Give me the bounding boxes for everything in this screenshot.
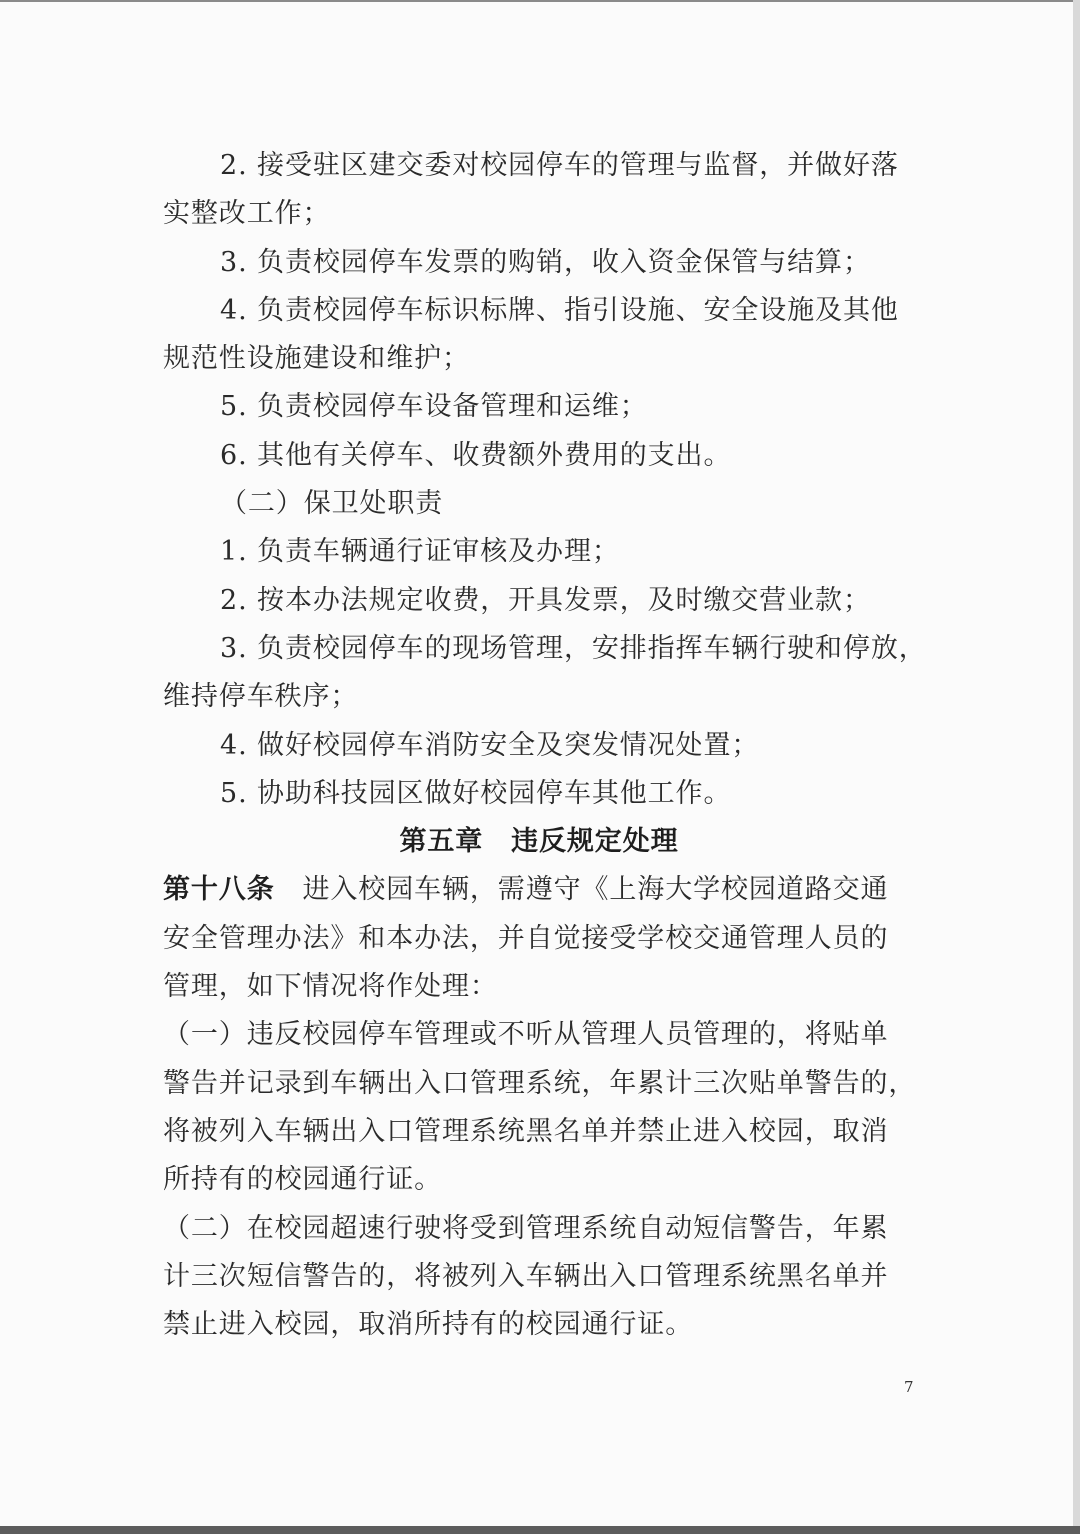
paragraph-line: 将被列入车辆出入口管理系统黑名单并禁止进入校园，取消 [163,1115,889,1147]
paragraph-line: （二）在校园超速行驶将受到管理系统自动短信警告，年累 [163,1212,889,1244]
scan-edge-bottom [0,1526,1080,1534]
paragraph-line: 5. 负责校园停车设备管理和运维； [220,391,648,423]
paragraph-line: 安全管理办法》和本办法，并自觉接受学校交通管理人员的 [163,922,889,954]
paragraph-line: 4. 负责校园停车标识标牌、指引设施、安全设施及其他 [220,294,899,326]
article-label: 第十八条 [163,874,275,906]
paragraph-line: 计三次短信警告的，将被列入车辆出入口管理系统黑名单并 [163,1260,889,1292]
document-body [163,142,927,1349]
paragraph-line: 1. 负责车辆通行证审核及办理； [220,536,620,568]
paragraph-line: 规范性设施建设和维护； [163,343,470,375]
section-heading: （二）保卫处职责 [220,488,444,520]
article-text: 进入校园车辆，需遵守《上海大学校园道路交通 [274,874,889,906]
paragraph-line: 警告并记录到车辆出入口管理系统，年累计三次贴单警告的， [163,1067,917,1099]
article-first-line [163,866,915,914]
paragraph-line: （一）违反校园停车管理或不听从管理人员管理的，将贴单 [163,1019,889,1051]
paragraph-line: 管理，如下情况将作处理： [163,971,498,1003]
paragraph-line: 实整改工作； [163,198,331,230]
paragraph-line: 所持有的校园通行证。 [163,1164,442,1196]
paragraph-line: 3. 负责校园停车发票的购销，收入资金保管与结算； [220,246,871,278]
paragraph-line: 3. 负责校园停车的现场管理，安排指挥车辆行驶和停放， [220,632,927,664]
scan-edge-right [1073,0,1080,1534]
paragraph-line: 4. 做好校园停车消防安全及突发情况处置； [220,729,760,761]
page-number: 7 [904,1378,914,1396]
paragraph-line: 维持停车秩序； [163,681,359,713]
chapter-heading: 第五章 违反规定处理 [399,826,679,858]
paragraph-line: 5. 协助科技园区做好校园停车其他工作。 [220,777,732,809]
paragraph-line: 2. 按本办法规定收费，开具发票，及时缴交营业款； [220,584,871,616]
paragraph-line: 禁止进入校园，取消所持有的校园通行证。 [163,1309,694,1341]
paragraph-line: 2. 接受驻区建交委对校园停车的管理与监督，并做好落 [220,150,899,181]
paragraph-line: 6. 其他有关停车、收费额外费用的支出。 [220,439,732,471]
